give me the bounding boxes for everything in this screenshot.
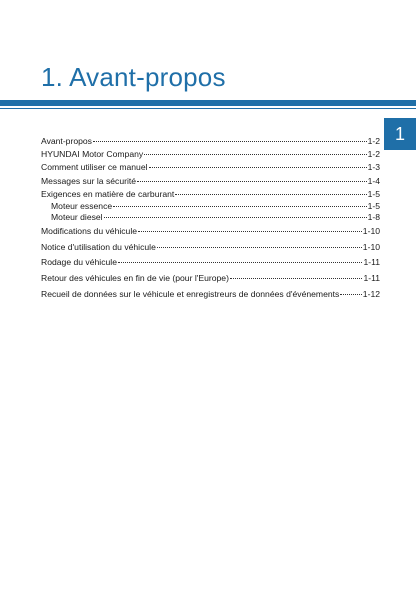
title-divider (0, 100, 416, 106)
toc-entry[interactable] (41, 148, 380, 161)
toc-entry-label: HYUNDAI Motor Company (41, 149, 144, 160)
toc-subentry[interactable] (41, 201, 380, 212)
toc-leader-dots (340, 294, 361, 295)
toc-entry-label: Moteur essence (51, 201, 113, 212)
toc-entry[interactable] (41, 161, 380, 174)
toc-entry[interactable] (41, 241, 380, 254)
toc-entry-label: Recueil de données sur le véhicule et enregistreurs de données d'événements (41, 288, 340, 299)
toc-entry-page: 1-2 (367, 136, 380, 146)
toc-entry-page: 1-3 (367, 162, 380, 173)
toc-entry-label: Moteur diesel (51, 211, 103, 222)
toc-entry-page: 1-10 (362, 225, 380, 236)
toc-entry-page: 1-12 (362, 288, 380, 299)
toc-entry-label: Rodage du véhicule (41, 257, 117, 268)
toc-leader-dots (175, 194, 366, 195)
toc-entry-label: Retour des véhicules en fin de vie (pour l'Europe) (41, 273, 229, 284)
toc-entry-label: Exigences en matière de carburant (41, 188, 175, 199)
toc-entry[interactable] (41, 288, 380, 301)
toc-leader-dots (104, 217, 367, 218)
toc-entry-page: 1-4 (367, 175, 380, 186)
toc-entry-page: 1-11 (363, 257, 380, 268)
toc-entry[interactable] (41, 272, 380, 285)
toc-leader-dots (118, 262, 362, 263)
chapter-title: 1. Avant-propos (41, 62, 226, 92)
toc-leader-dots (138, 231, 362, 232)
toc-leader-dots (113, 206, 366, 207)
toc-entry-label: Notice d'utilisation du véhicule (41, 241, 156, 252)
toc-leader-dots (230, 278, 362, 279)
toc-entry[interactable] (41, 225, 380, 238)
toc-entry[interactable] (41, 256, 380, 269)
toc-leader-dots (157, 247, 362, 248)
toc-entry-label: Avant-propos (41, 136, 92, 146)
toc-entry[interactable] (41, 188, 380, 201)
chapter-tab: 1 (384, 118, 416, 150)
toc-entry-label: Messages sur la sécurité (41, 175, 137, 186)
toc-entry[interactable] (41, 135, 380, 148)
toc-entry-page: 1-5 (367, 188, 380, 199)
toc-leader-dots (137, 181, 367, 182)
toc-entry-page: 1-10 (362, 241, 380, 252)
toc-entry-label: Comment utiliser ce manuel (41, 162, 148, 173)
toc-entry[interactable] (41, 175, 380, 188)
toc-entry-page: 1-5 (367, 201, 380, 212)
toc-leader-dots (144, 154, 366, 155)
title-divider-thin (0, 108, 416, 109)
toc-leader-dots (93, 141, 367, 142)
toc-entry-label: Modifications du véhicule (41, 225, 138, 236)
table-of-contents (41, 135, 380, 301)
toc-leader-dots (149, 167, 367, 168)
toc-entry-page: 1-11 (363, 273, 380, 284)
toc-entry-page: 1-2 (367, 149, 380, 160)
toc-entry-page: 1-8 (367, 211, 380, 222)
toc-subentry[interactable] (41, 212, 380, 223)
